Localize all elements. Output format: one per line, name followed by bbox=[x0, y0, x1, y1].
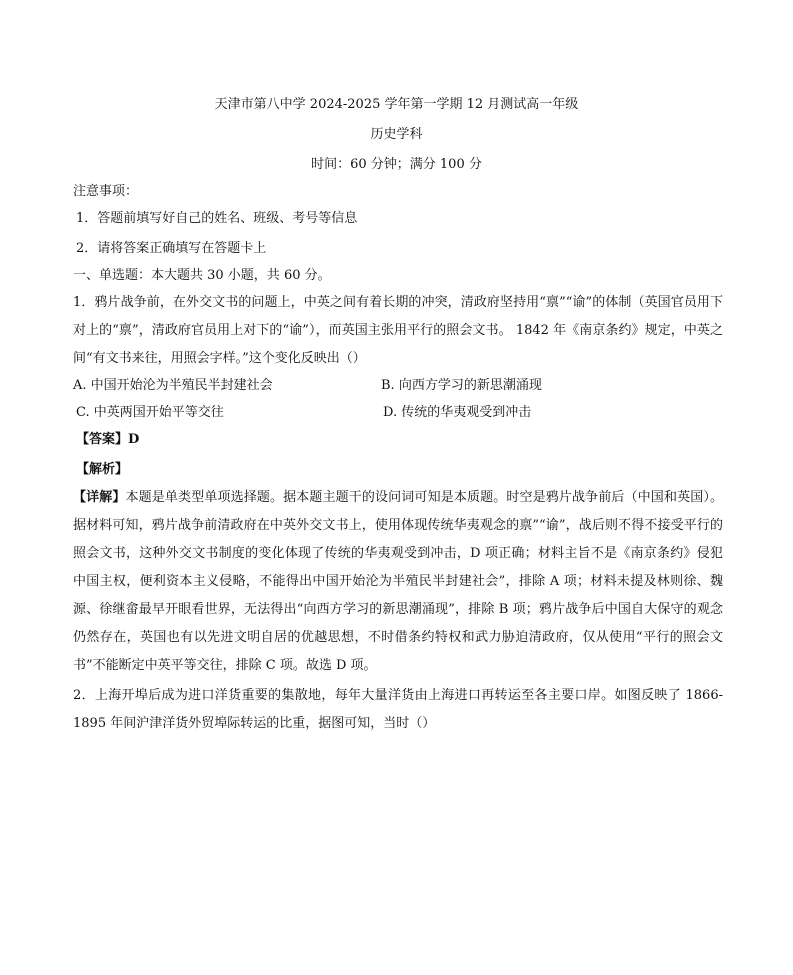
notice-heading: 注意事项： bbox=[73, 184, 139, 199]
question-2-stem: 2．上海开埠后成为进口洋货重要的集散地，每年大量洋货由上海进口再转运至各主要口岸。如图反映了 1866-1895 年间沪津洋货外贸埠际转运的比重，据图可知，当时（） bbox=[73, 688, 723, 731]
answer-value: D bbox=[128, 432, 140, 447]
detail-paragraph bbox=[73, 484, 723, 680]
detail-text: 本题是单类型单项选择题。据本题主题干的设问词可知是本质题。时空是鸦片战争前后（中国和英国）。据材料可知，鸦片战争前清政府在中英外交文书上，使用体现传统华夷观念的禀”“谕”，战后则不得不接受平行的照会文书，这种外交文书制度的变化体现了传统的华夷观受到冲击，D 项正确；材料主旨不是《南京条约》侵犯中国主权，便利资本主义侵略，不能得出中国开始沦为半殖民半封建社会”，排除 A 项；材料未提及林则徐、魏源、徐继畲最早开眼看世界，无法得出“向西方学习的新思潮涌现”，排除 B 项；鸦片战争后中国自大保守的观念仍然存在，英国也有以先进文明自居的优越思想，不时借条约特权和武力胁迫清政府，仅从使用“平行的照会文书”不能断定中英平等交往，排除 C 项。故选 D 项。 bbox=[73, 490, 723, 673]
answer-label: 【答案】 bbox=[76, 432, 129, 447]
analysis-label: 【解析】 bbox=[76, 462, 129, 477]
option-d: D. 传统的华夷观受到冲击 bbox=[383, 405, 532, 420]
question-1-options-row-2 bbox=[73, 405, 723, 421]
exam-subject: 历史学科 bbox=[370, 127, 423, 142]
detail-label: 【详解】 bbox=[73, 490, 126, 505]
exam-time-info: 时间：60 分钟；满分 100 分 bbox=[311, 157, 482, 172]
answer-line bbox=[76, 432, 139, 448]
question-1-stem: 1．鸦片战争前，在外交文书的问题上，中英之间有着长期的冲突，清政府坚持用“禀”“谕”的体制（英国官员用下对上的“禀”，清政府官员用上对下的“谕”），而英国主张用平行的照会文书。 1842 年《南京条约》规定，中英之间“有文书来往，用照会字样。”这个变化反映出（） bbox=[73, 295, 723, 366]
option-c: C. 中英两国开始平等交往 bbox=[76, 405, 224, 420]
option-b: B. 向西方学习的新思潮涌现 bbox=[381, 378, 542, 393]
section-heading: 一、单选题：本大题共 30 小题，共 60 分。 bbox=[73, 268, 331, 283]
question-1-options-row-1 bbox=[73, 378, 723, 394]
option-a: A. 中国开始沦为半殖民半封建社会 bbox=[73, 378, 273, 393]
exam-title: 天津市第八中学 2024-2025 学年第一学期 12 月测试高一年级 bbox=[214, 97, 579, 112]
notice-item-2: 2．请将答案正确填写在答题卡上 bbox=[76, 241, 267, 256]
notice-item-1: 1．答题前填写好自己的姓名、班级、考号等信息 bbox=[76, 211, 358, 226]
